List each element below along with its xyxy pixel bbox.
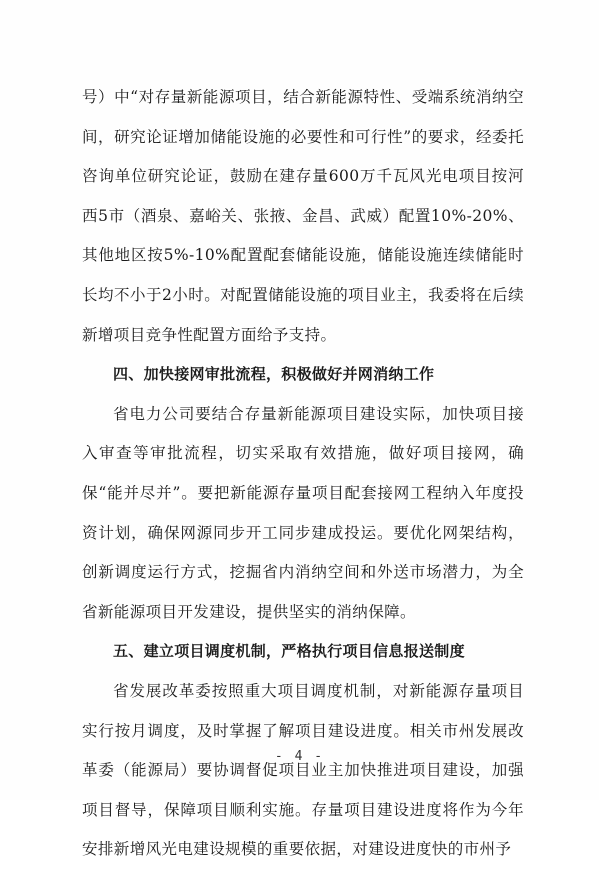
paragraph-grid-connection: 省电力公司要结合存量新能源项目建设实际，加快项目接入审查等审批流程，切实采取有效措施，做好项目接网，确保“能并尽并”。要把新能源存量项目配套接网工程纳入年度投资计划，确保网源同步开工同步建成投运。要优化网架结构，创新调度运行方式，挖掘省内消纳空间和外送市场潜力，为全省新能源项目开发建设，提供坚实的消纳保障。 [82,404,524,621]
section-heading-five: 五、建立项目调度机制，严格执行项目信息报送制度 [113,642,465,661]
paragraph-project-scheduling: 省发展改革委按照重大项目调度机制，对新能源存量项目实行按月调度，及时掌握了解项目建设进度。相关市州发展改革委（能源局）要协调督促项目业主加快推进项目建设，加强项目督导，保障项目顺利实施。存量项目建设进度将作为今年安排新增风光电建设规模的重要依据，对建设进度快的市州予 [82,681,524,859]
section-heading-four: 四、加快接网审批流程，积极做好并网消纳工作 [113,365,435,384]
paragraph-storage-requirements: 号）中“对存量新能源项目，结合新能源特性、受端系统消纳空间，研究论证增加储能设施的必要性和可行性”的要求，经委托咨询单位研究论证，鼓励在建存量600万千瓦风光电项目按河西5市（酒泉、嘉峪关、张掖、金昌、武威）配置10%-20%、其他地区按5%-10%配置配套储能设施，储能设施连续储能时长均不小于2小时。对配置储能设施的项目业主，我委将在后续新增项目竞争性配置方面给予支持。 [82,88,524,344]
page-number: - 4 - [274,749,325,764]
